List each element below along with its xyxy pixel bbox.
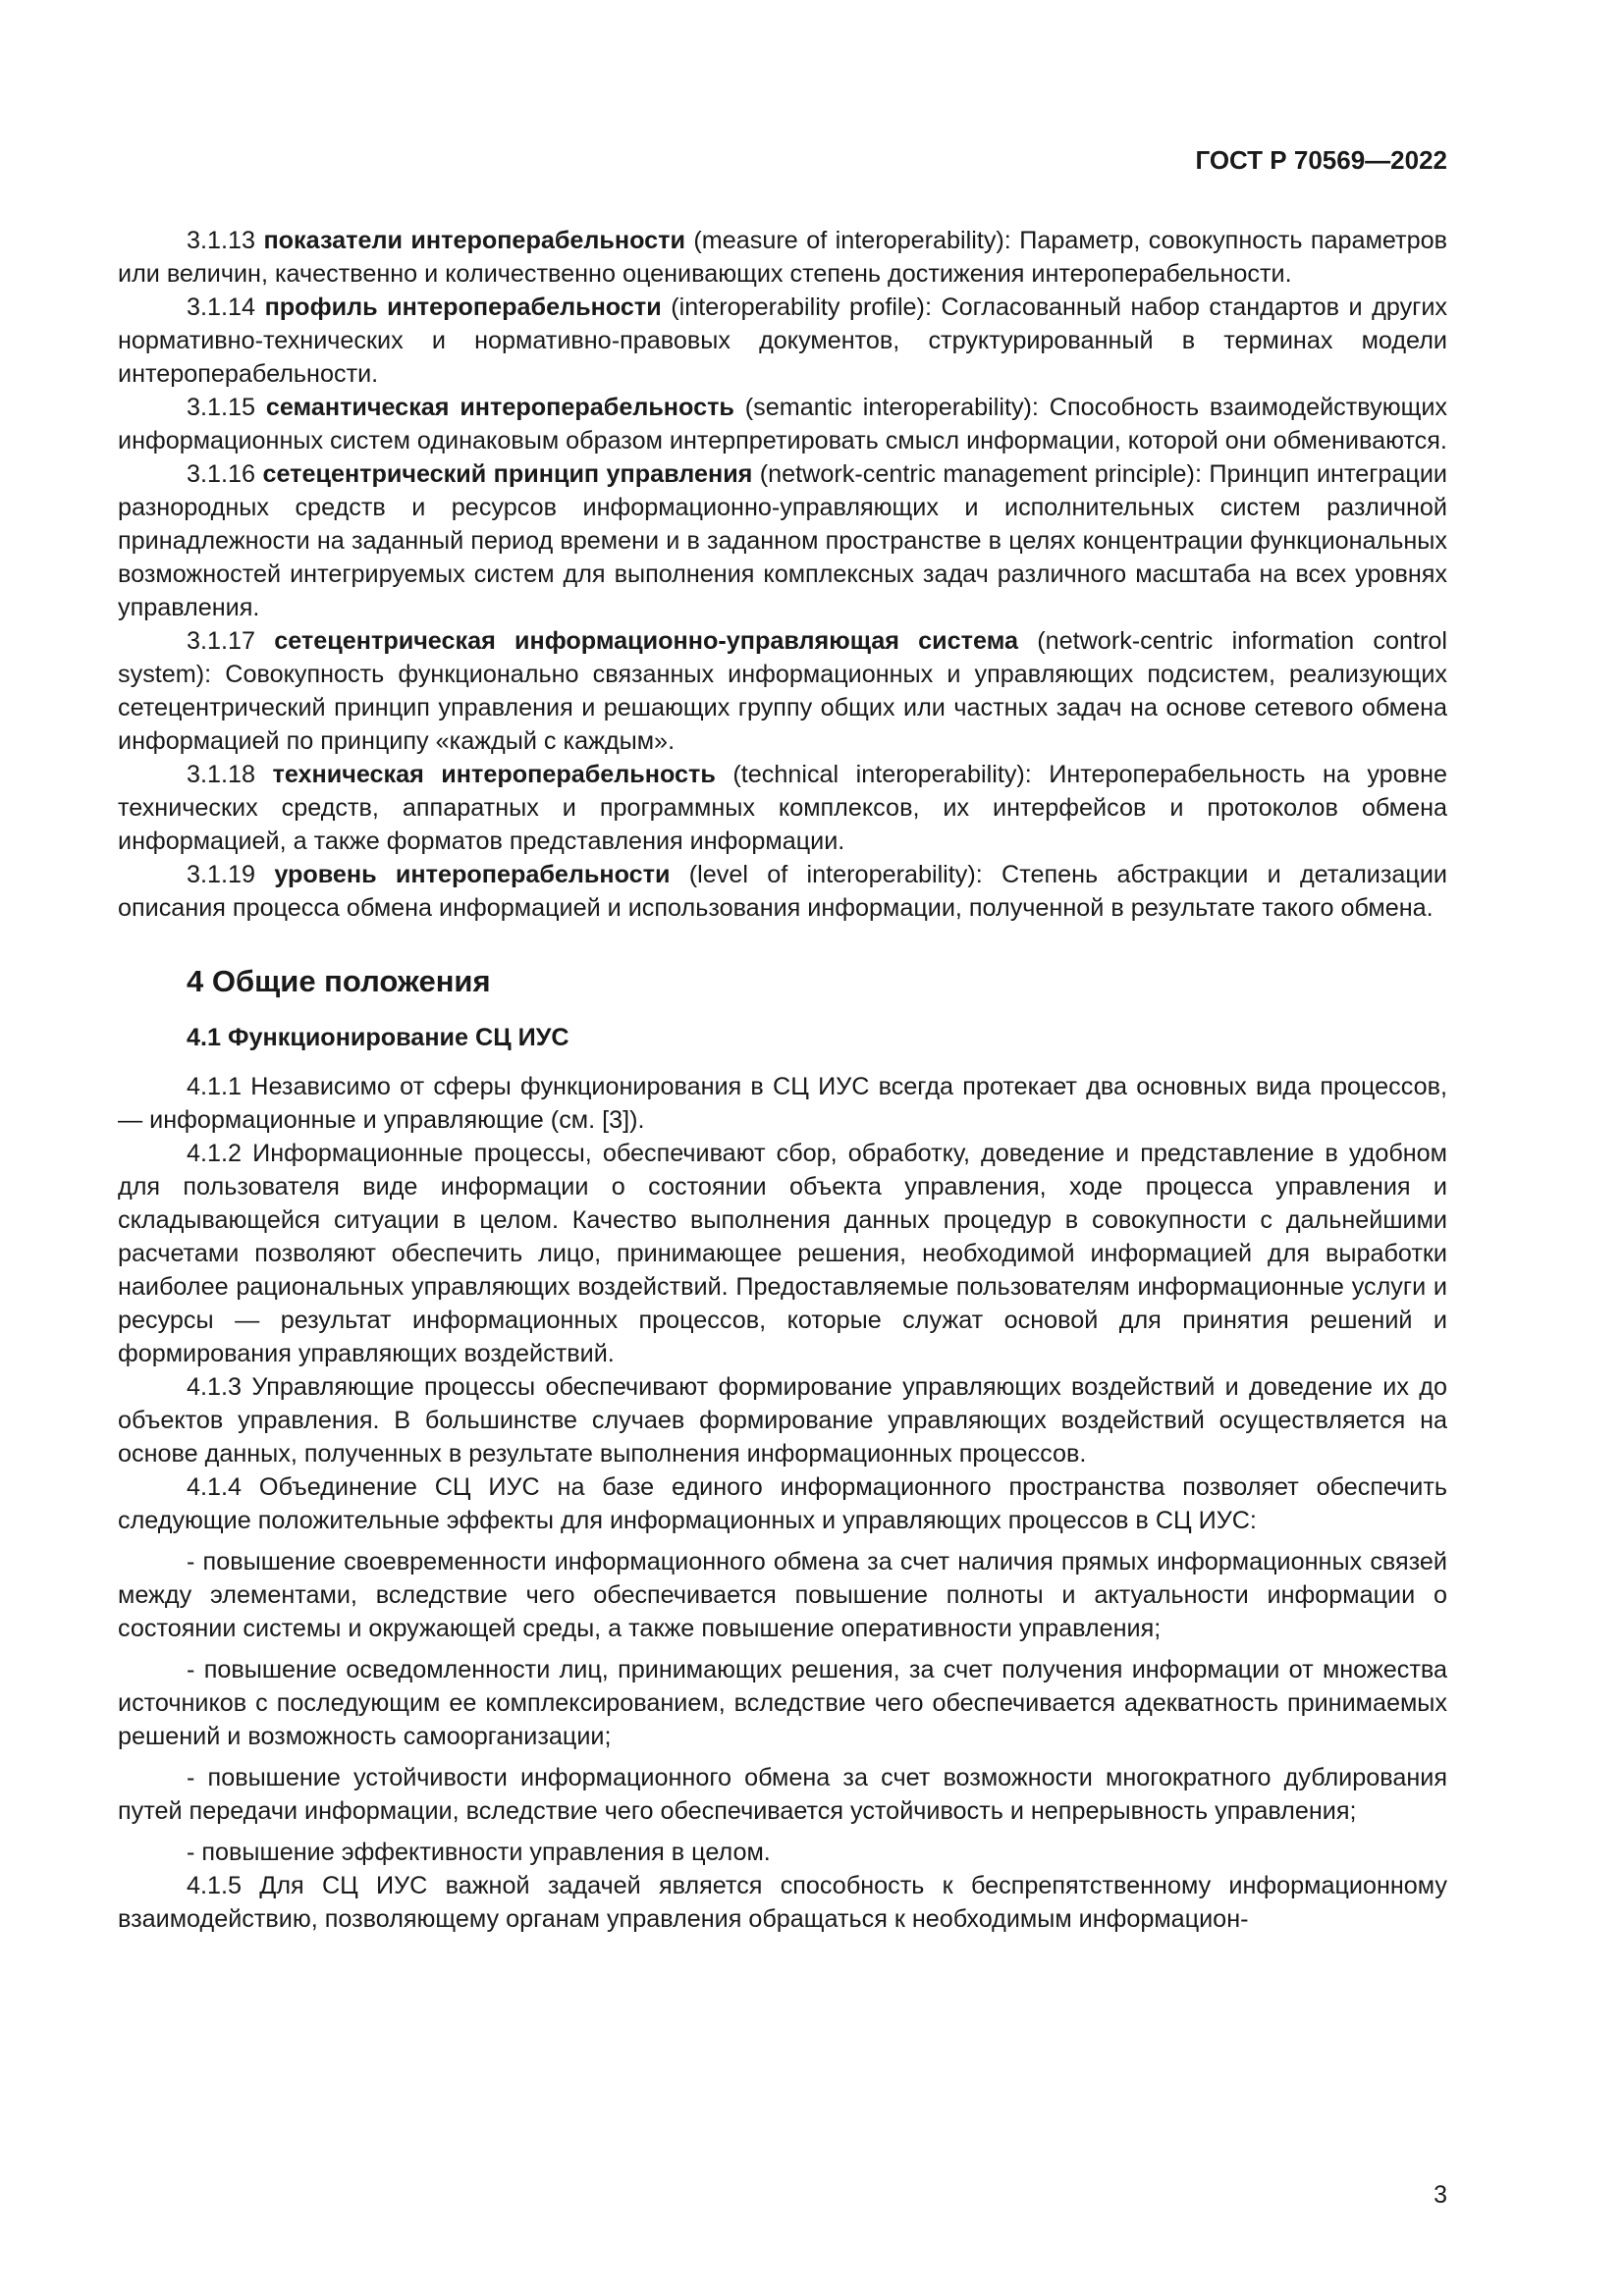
definition-number: 3.1.15	[187, 394, 256, 421]
definition-term: показатели интероперабельности	[263, 227, 685, 254]
list-item: - повышение осведомленности лиц, принимающих решения, за счет получения информации от множества источников с последующим ее комплексированием, вследствие чего обеспечивается адекватность принимаемых решений и возможность самоорганизации;	[118, 1656, 1447, 1750]
definition-3-1-13	[118, 224, 1447, 291]
definition-number: 3.1.17	[187, 627, 256, 655]
paragraph-4-1-5: 4.1.5 Для СЦ ИУС важной задачей является способность к беспрепятственному информационному взаимодействию, позволяющему органам управления обращаться к необходимым информацион-	[118, 1872, 1447, 1933]
definition-text: (network-centric management principle): Принцип интеграции разнородных средств и ресурсов информационно-управляющих и исполнительных систем различной принадлежности на заданный период времени и в заданном пространстве в целях концентрации функциональных возможностей интегрируемых систем для выполнения комплексных задач различного масштаба на всех уровнях управления.	[118, 460, 1447, 621]
definition-3-1-16	[118, 457, 1447, 624]
definition-number: 3.1.14	[187, 294, 256, 321]
list-item: - повышение эффективности управления в целом.	[187, 1839, 771, 1866]
paragraph-4-1-2: 4.1.2 Информационные процессы, обеспечивают сбор, обработку, доведение и представление в удобном для пользователя виде информации о состоянии объекта управления, ходе процесса управления и складывающейся ситуации в целом. Качество выполнения данных процедур в совокупности с дальнейшими расчетами позволяют обеспечить лицо, принимающее решения, необходимой информацией для выработки наиболее рациональных управляющих воздействий. Предоставляемые пользователям информационные услуги и ресурсы — результат информационных процессов, которые служат основой для принятия решений и формирования управляющих воздействий.	[118, 1140, 1447, 1367]
definition-number: 3.1.19	[187, 861, 256, 888]
definition-text: (technical interoperability): Интероперабельность на уровне технических средств, аппаратных и программных комплексов, их интерфейсов и протоколов обмена информацией, а также форматов представления информации.	[118, 761, 1447, 855]
definition-3-1-17	[118, 624, 1447, 758]
subsection-4-1-heading: 4.1 Функционирование СЦ ИУС	[187, 1024, 569, 1051]
definition-text: (interoperability profile): Согласованный набор стандартов и других нормативно-технических и нормативно-правовых документов, структурированный в терминах модели интероперабельности.	[118, 294, 1448, 388]
definition-term: профиль интероперабельности	[264, 294, 662, 321]
definition-3-1-19	[118, 858, 1447, 925]
page-body	[118, 224, 1447, 1936]
definition-3-1-14	[118, 291, 1447, 391]
definition-3-1-15	[118, 391, 1447, 457]
definition-text: (level of interoperability): Степень абстракции и детализации описания процесса обмена информацией и использования информации, полученной в результате такого обмена.	[118, 861, 1448, 922]
paragraph-4-1-3: 4.1.3 Управляющие процессы обеспечивают формирование управляющих воздействий и доведение их до объектов управления. В большинстве случаев формирование управляющих воздействий осуществляется на основе данных, полученных в результате выполнения информационных процессов.	[118, 1373, 1447, 1468]
definition-text: (measure of interoperability): Параметр, совокупность параметров или величин, качественно и количественно оценивающих степень достижения интероперабельности.	[118, 227, 1447, 288]
definition-term: сетецентрический принцип управления	[262, 460, 753, 488]
definition-number: 3.1.18	[187, 761, 256, 788]
definition-3-1-18	[118, 758, 1447, 858]
definition-term: техническая интероперабельность	[272, 761, 716, 788]
definition-text: (network-centric information control system): Совокупность функционально связанных информационных и управляющих подсистем, реализующих сетецентрический принцип управления и решающих группу общих или частных задач на основе сетевого обмена информацией по принципу «каждый с каждым».	[118, 627, 1447, 755]
definition-number: 3.1.13	[187, 227, 256, 254]
page-number: 3	[1434, 2181, 1447, 2209]
paragraph-4-1-1: 4.1.1 Независимо от сферы функционирования в СЦ ИУС всегда протекает два основных вида процессов, — информационные и управляющие (см. [3]).	[118, 1073, 1447, 1134]
section-4-heading: 4 Общие положения	[187, 964, 491, 998]
definition-text: (semantic interoperability): Способность взаимодействующих информационных систем одинаковым образом интерпретировать смысл информации, которой они обмениваются.	[118, 394, 1447, 454]
definition-term: семантическая интероперабельность	[265, 394, 734, 421]
definition-term: уровень интероперабельности	[274, 861, 671, 888]
paragraph-4-1-4: 4.1.4 Объединение СЦ ИУС на базе единого информационного пространства позволяет обеспечить следующие положительные эффекты для информационных и управляющих процессов в СЦ ИУС:	[118, 1473, 1447, 1534]
definition-term: сетецентрическая информационно-управляющая система	[274, 627, 1018, 655]
definition-number: 3.1.16	[187, 460, 256, 488]
list-item: - повышение своевременности информационного обмена за счет наличия прямых информационных связей между элементами, вследствие чего обеспечивается повышение полноты и актуальности информации о состоянии системы и окружающей среды, а также повышение оперативности управления;	[118, 1548, 1447, 1642]
list-item: - повышение устойчивости информационного обмена за счет возможности многократного дублирования путей передачи информации, вследствие чего обеспечивается устойчивость и непрерывность управления;	[118, 1764, 1447, 1825]
document-code-header: ГОСТ Р 70569—2022	[1195, 145, 1447, 175]
